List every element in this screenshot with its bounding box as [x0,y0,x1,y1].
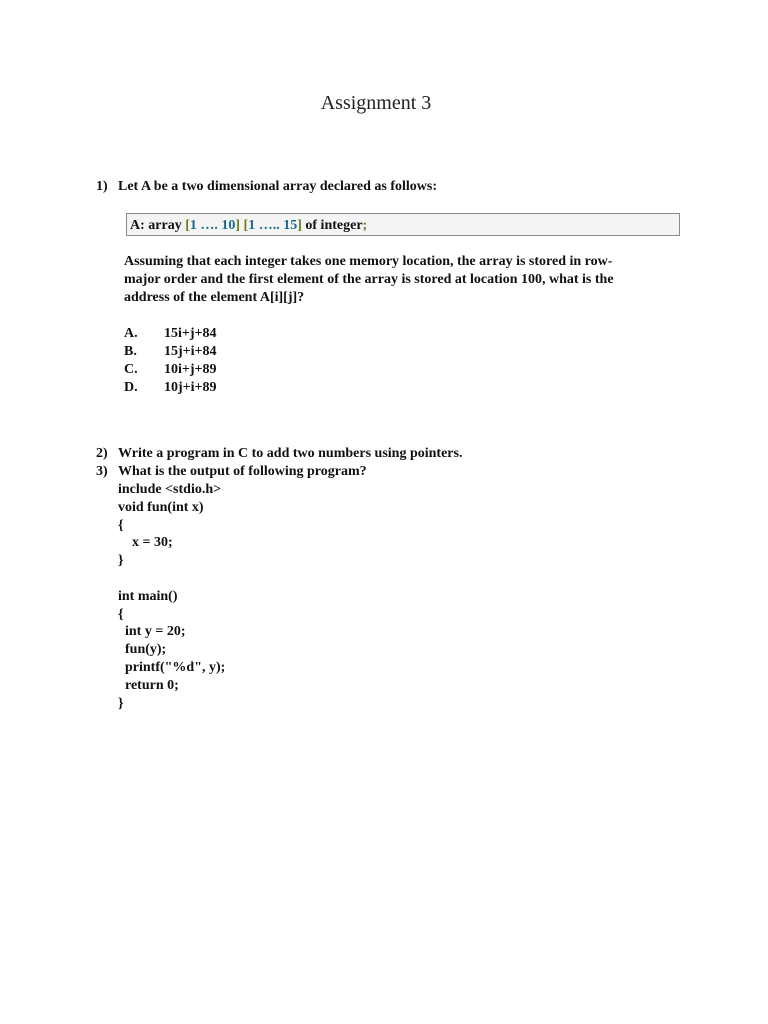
code-listing [118,481,225,712]
question-number: 1) [96,179,108,194]
code-line: } [118,695,124,711]
range1-close: ] [235,218,241,233]
code-line: fun(y); [118,642,167,658]
range2-close: ] [297,218,302,233]
code-line: x = 30; [118,535,173,551]
code-line: int main() [118,588,178,604]
range2-body: 1 ….. 15 [248,218,298,233]
option-value: 15j+i+84 [164,344,217,359]
code-line: printf("%d", y); [118,659,226,675]
question-number: 3) [96,464,108,479]
question-text: Write a program in C to add two numbers using pointers. [118,446,463,461]
paragraph-line: Assuming that each integer takes one memory location, the array is stored in row- [124,254,613,269]
option-letter: A. [124,326,138,341]
code-line: return 0; [118,677,179,693]
option-letter: D. [124,380,138,395]
paragraph-line: address of the element A[i][j]? [124,290,305,305]
range1-body: 1 …. 10 [189,218,236,233]
paragraph-line: major order and the first element of the array is stored at location 100, what is the [124,272,614,287]
question-text: Let A be a two dimensional array declared as follows: [118,179,438,194]
option-value: 15i+j+84 [164,326,217,341]
code-line: include <stdio.h> [118,482,222,497]
code-line: } [118,553,124,569]
declaration-suffix: of integer [301,218,363,233]
array-declaration [126,213,680,236]
code-line: int y = 20; [118,624,186,640]
option-letter: C. [124,362,138,377]
range2-open: [ [243,218,249,233]
question-1-paragraph [124,253,664,307]
page-title: Assignment 3 [320,92,432,114]
option-value: 10i+j+89 [164,362,217,377]
question-text: What is the output of following program? [118,464,367,479]
option-value: 10j+i+89 [164,380,217,395]
declaration-prefix: A: array [130,218,186,233]
code-line: { [118,606,124,622]
option-letter: B. [124,344,137,359]
code-line [118,570,225,588]
code-line: void fun(int x) [118,499,204,515]
question-number: 2) [96,446,108,461]
code-line: { [118,517,124,533]
range1-open: [ [185,218,190,233]
declaration-terminator: ; [362,218,368,233]
